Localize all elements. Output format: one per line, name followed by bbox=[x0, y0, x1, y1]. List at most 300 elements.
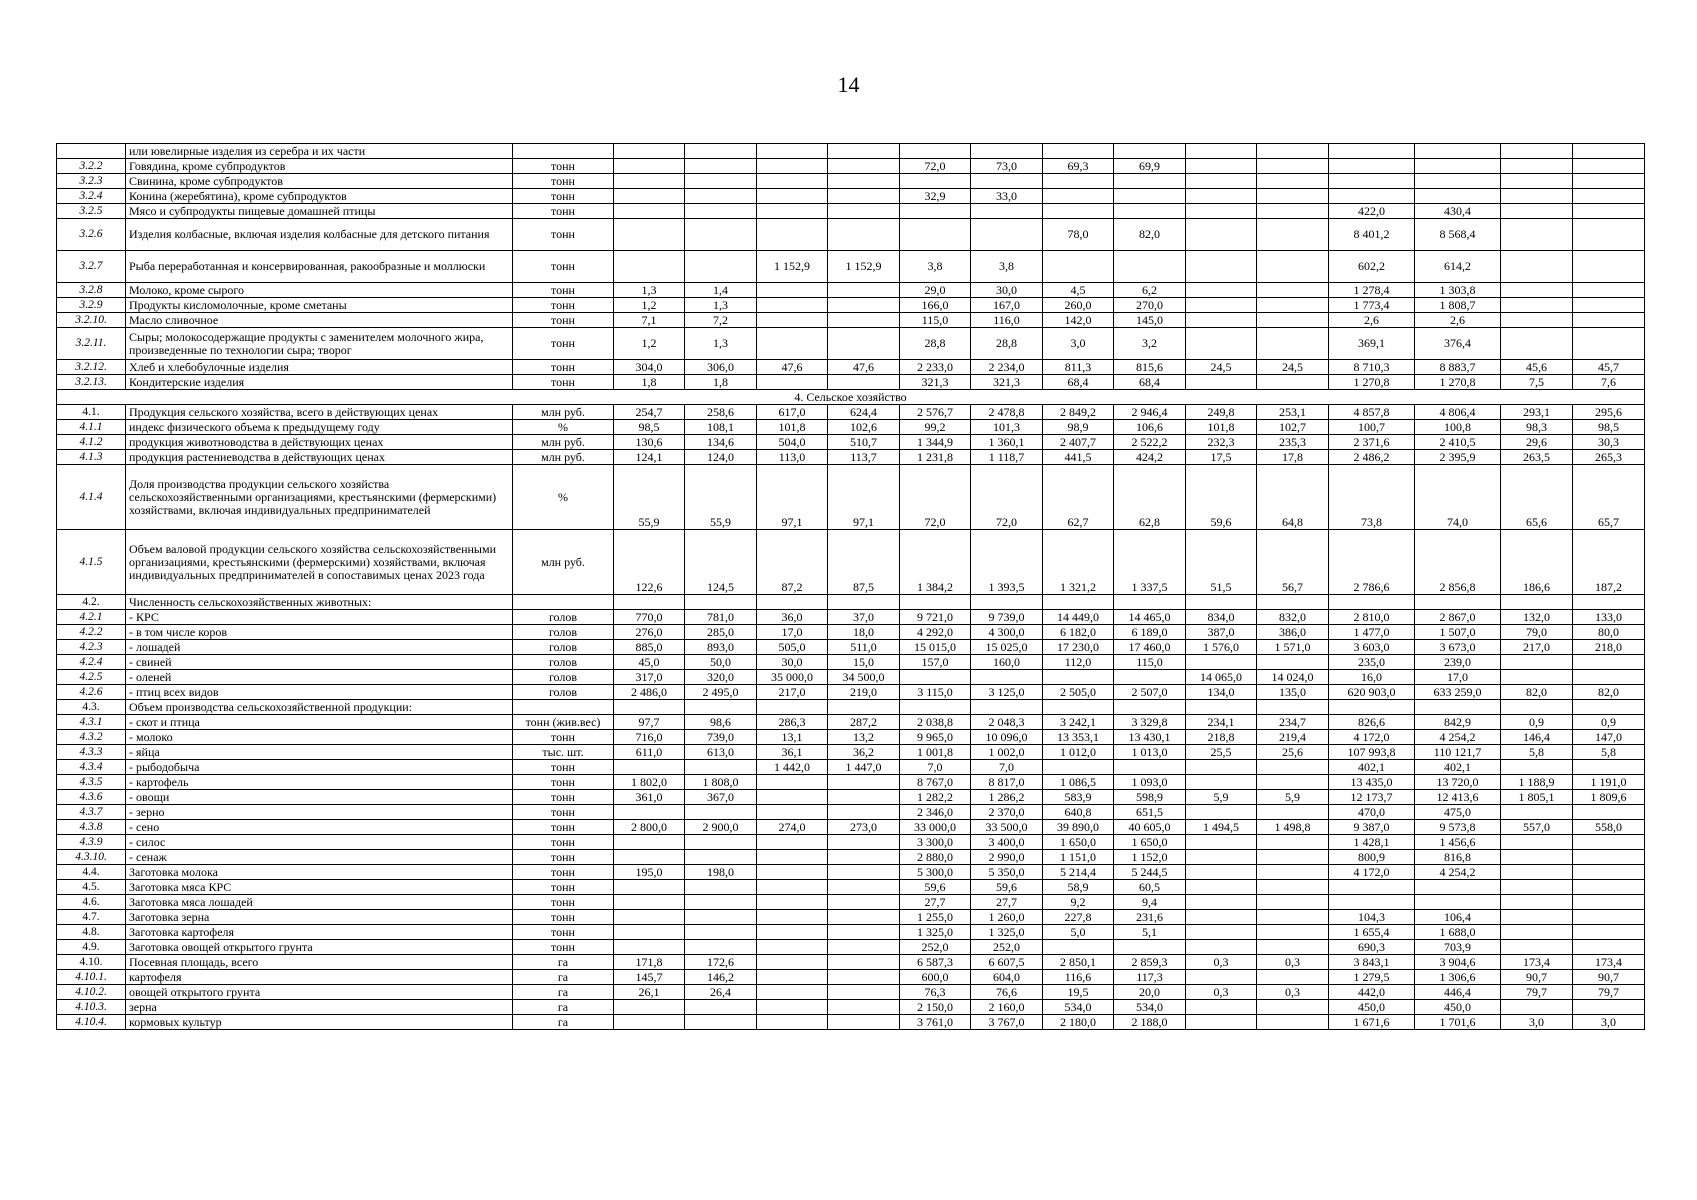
table-row bbox=[57, 685, 1645, 700]
value-cell: 1 231,8 bbox=[900, 450, 971, 465]
value-cell: 0,3 bbox=[1257, 985, 1329, 1000]
value-cell: 4 254,2 bbox=[1415, 865, 1501, 880]
value-cell: 9,2 bbox=[1043, 895, 1114, 910]
value-cell: 1 393,5 bbox=[971, 530, 1043, 595]
row-number: 4.1. bbox=[57, 405, 126, 420]
value-cell: 12 173,7 bbox=[1329, 790, 1415, 805]
value-cell: 87,5 bbox=[828, 530, 900, 595]
value-cell bbox=[1501, 700, 1573, 715]
table-row bbox=[57, 435, 1645, 450]
value-cell: 130,6 bbox=[614, 435, 685, 450]
value-cell: 2 810,0 bbox=[1329, 610, 1415, 625]
value-cell bbox=[1573, 144, 1645, 159]
value-cell: 3 603,0 bbox=[1329, 640, 1415, 655]
value-cell: 98,3 bbox=[1501, 420, 1573, 435]
value-cell: 72,0 bbox=[971, 465, 1043, 530]
value-cell: 219,4 bbox=[1257, 730, 1329, 745]
row-number: 4.1.2 bbox=[57, 435, 126, 450]
value-cell bbox=[757, 805, 828, 820]
value-cell bbox=[1257, 775, 1329, 790]
value-cell: 273,0 bbox=[828, 820, 900, 835]
value-cell bbox=[1415, 895, 1501, 910]
unit-cell: тонн bbox=[513, 940, 614, 955]
value-cell: 511,0 bbox=[828, 640, 900, 655]
value-cell bbox=[1257, 298, 1329, 313]
row-number: 4.3.6 bbox=[57, 790, 126, 805]
value-cell bbox=[1257, 880, 1329, 895]
value-cell bbox=[1043, 204, 1114, 219]
value-cell bbox=[1257, 655, 1329, 670]
unit-cell: голов bbox=[513, 625, 614, 640]
value-cell bbox=[1043, 760, 1114, 775]
value-cell bbox=[1501, 159, 1573, 174]
value-cell bbox=[614, 700, 685, 715]
value-cell: 15,0 bbox=[828, 655, 900, 670]
value-cell: 35 000,0 bbox=[757, 670, 828, 685]
value-cell: 167,0 bbox=[971, 298, 1043, 313]
table-row bbox=[57, 790, 1645, 805]
value-cell bbox=[828, 204, 900, 219]
value-cell: 30,0 bbox=[757, 655, 828, 670]
value-cell: 50,0 bbox=[685, 655, 757, 670]
indicator-name: Мясо и субпродукты пищевые домашней птицы bbox=[126, 204, 513, 219]
value-cell: 770,0 bbox=[614, 610, 685, 625]
value-cell: 6,2 bbox=[1114, 283, 1186, 298]
value-cell: 12 413,6 bbox=[1415, 790, 1501, 805]
value-cell: 624,4 bbox=[828, 405, 900, 420]
value-cell bbox=[757, 283, 828, 298]
value-cell: 1 808,0 bbox=[685, 775, 757, 790]
value-cell: 1 688,0 bbox=[1415, 925, 1501, 940]
value-cell bbox=[685, 895, 757, 910]
value-cell: 320,0 bbox=[685, 670, 757, 685]
value-cell: 147,0 bbox=[1573, 730, 1645, 745]
value-cell: 124,0 bbox=[685, 450, 757, 465]
value-cell: 0,9 bbox=[1573, 715, 1645, 730]
value-cell: 0,3 bbox=[1257, 955, 1329, 970]
value-cell bbox=[1501, 940, 1573, 955]
indicator-name: зерна bbox=[126, 1000, 513, 1015]
value-cell bbox=[1257, 144, 1329, 159]
value-cell bbox=[1257, 159, 1329, 174]
indicator-name: продукция животноводства в действующих ценах bbox=[126, 435, 513, 450]
value-cell: 5 300,0 bbox=[900, 865, 971, 880]
unit-cell: тонн bbox=[513, 880, 614, 895]
value-cell bbox=[1501, 204, 1573, 219]
value-cell: 1 809,6 bbox=[1573, 790, 1645, 805]
value-cell: 30,3 bbox=[1573, 435, 1645, 450]
value-cell: 217,0 bbox=[757, 685, 828, 700]
value-cell: 101,3 bbox=[971, 420, 1043, 435]
value-cell: 13 435,0 bbox=[1329, 775, 1415, 790]
row-number: 4.2. bbox=[57, 595, 126, 610]
value-cell: 29,6 bbox=[1501, 435, 1573, 450]
value-cell: 600,0 bbox=[900, 970, 971, 985]
value-cell: 367,0 bbox=[685, 790, 757, 805]
unit-cell: тонн bbox=[513, 895, 614, 910]
indicator-name: - овощи bbox=[126, 790, 513, 805]
value-cell: 1 002,0 bbox=[971, 745, 1043, 760]
value-cell: 39 890,0 bbox=[1043, 820, 1114, 835]
value-cell bbox=[1257, 760, 1329, 775]
row-number: 4.2.1 bbox=[57, 610, 126, 625]
value-cell bbox=[1573, 655, 1645, 670]
value-cell: 24,5 bbox=[1186, 360, 1257, 375]
value-cell: 235,0 bbox=[1329, 655, 1415, 670]
value-cell: 87,2 bbox=[757, 530, 828, 595]
value-cell: 1 013,0 bbox=[1114, 745, 1186, 760]
value-cell: 98,5 bbox=[614, 420, 685, 435]
value-cell: 1 442,0 bbox=[757, 760, 828, 775]
value-cell bbox=[828, 835, 900, 850]
table-row bbox=[57, 835, 1645, 850]
value-cell: 1 671,6 bbox=[1329, 1015, 1415, 1030]
indicator-name: Говядина, кроме субпродуктов bbox=[126, 159, 513, 174]
value-cell bbox=[685, 940, 757, 955]
value-cell: 239,0 bbox=[1415, 655, 1501, 670]
value-cell: 1 650,0 bbox=[1114, 835, 1186, 850]
value-cell: 832,0 bbox=[1257, 610, 1329, 625]
value-cell bbox=[971, 595, 1043, 610]
value-cell: 1 001,8 bbox=[900, 745, 971, 760]
value-cell: 135,0 bbox=[1257, 685, 1329, 700]
value-cell: 3 673,0 bbox=[1415, 640, 1501, 655]
value-cell: 124,5 bbox=[685, 530, 757, 595]
value-cell: 3 125,0 bbox=[971, 685, 1043, 700]
value-cell: 33 500,0 bbox=[971, 820, 1043, 835]
value-cell: 3,0 bbox=[1501, 1015, 1573, 1030]
value-cell bbox=[1573, 283, 1645, 298]
value-cell: 79,0 bbox=[1501, 625, 1573, 640]
value-cell: 107 993,8 bbox=[1329, 745, 1415, 760]
value-cell: 1 576,0 bbox=[1186, 640, 1257, 655]
value-cell: 20,0 bbox=[1114, 985, 1186, 1000]
value-cell: 9 387,0 bbox=[1329, 820, 1415, 835]
value-cell: 56,7 bbox=[1257, 530, 1329, 595]
value-cell bbox=[1415, 189, 1501, 204]
indicator-name: - лошадей bbox=[126, 640, 513, 655]
value-cell: 51,5 bbox=[1186, 530, 1257, 595]
value-cell: 117,3 bbox=[1114, 970, 1186, 985]
value-cell bbox=[1186, 925, 1257, 940]
value-cell: 265,3 bbox=[1573, 450, 1645, 465]
table-row bbox=[57, 360, 1645, 375]
value-cell bbox=[1186, 760, 1257, 775]
value-cell bbox=[1415, 880, 1501, 895]
value-cell: 1 456,6 bbox=[1415, 835, 1501, 850]
unit-cell: тонн bbox=[513, 805, 614, 820]
value-cell: 7,1 bbox=[614, 313, 685, 328]
value-cell bbox=[1415, 159, 1501, 174]
value-cell: 10 096,0 bbox=[971, 730, 1043, 745]
table-row bbox=[57, 328, 1645, 360]
value-cell: 1 498,8 bbox=[1257, 820, 1329, 835]
value-cell bbox=[757, 298, 828, 313]
value-cell: 287,2 bbox=[828, 715, 900, 730]
value-cell bbox=[1573, 865, 1645, 880]
row-number: 3.2.8 bbox=[57, 283, 126, 298]
value-cell: 146,4 bbox=[1501, 730, 1573, 745]
unit-cell: га bbox=[513, 970, 614, 985]
value-cell: 1 344,9 bbox=[900, 435, 971, 450]
row-number: 4.5. bbox=[57, 880, 126, 895]
value-cell: 59,6 bbox=[971, 880, 1043, 895]
value-cell: 64,8 bbox=[1257, 465, 1329, 530]
value-cell: 218,8 bbox=[1186, 730, 1257, 745]
unit-cell: тонн bbox=[513, 313, 614, 328]
value-cell: 5,8 bbox=[1573, 745, 1645, 760]
value-cell bbox=[1329, 189, 1415, 204]
unit-cell: % bbox=[513, 420, 614, 435]
value-cell bbox=[971, 174, 1043, 189]
value-cell bbox=[1257, 219, 1329, 251]
value-cell: 78,0 bbox=[1043, 219, 1114, 251]
value-cell bbox=[614, 1015, 685, 1030]
table-row bbox=[57, 895, 1645, 910]
value-cell bbox=[1501, 144, 1573, 159]
value-cell: 304,0 bbox=[614, 360, 685, 375]
value-cell bbox=[757, 189, 828, 204]
value-cell: 1,8 bbox=[685, 375, 757, 390]
value-cell: 598,9 bbox=[1114, 790, 1186, 805]
value-cell bbox=[1186, 219, 1257, 251]
value-cell bbox=[1186, 298, 1257, 313]
table-row bbox=[57, 970, 1645, 985]
value-cell bbox=[900, 670, 971, 685]
value-cell: 611,0 bbox=[614, 745, 685, 760]
value-cell bbox=[1186, 700, 1257, 715]
row-number: 4.4. bbox=[57, 865, 126, 880]
value-cell: 1 012,0 bbox=[1043, 745, 1114, 760]
value-cell bbox=[757, 865, 828, 880]
value-cell bbox=[1043, 144, 1114, 159]
value-cell bbox=[1186, 283, 1257, 298]
value-cell bbox=[1415, 595, 1501, 610]
value-cell: 34 500,0 bbox=[828, 670, 900, 685]
value-cell bbox=[1573, 835, 1645, 850]
value-cell bbox=[757, 985, 828, 1000]
row-number: 4.1.4 bbox=[57, 465, 126, 530]
value-cell: 1 384,2 bbox=[900, 530, 971, 595]
value-cell bbox=[1114, 700, 1186, 715]
value-cell: 9 965,0 bbox=[900, 730, 971, 745]
value-cell bbox=[757, 850, 828, 865]
indicator-name: - оленей bbox=[126, 670, 513, 685]
value-cell: 1 325,0 bbox=[900, 925, 971, 940]
table-row bbox=[57, 715, 1645, 730]
unit-cell: голов bbox=[513, 655, 614, 670]
value-cell: 2 900,0 bbox=[685, 820, 757, 835]
value-cell: 113,0 bbox=[757, 450, 828, 465]
value-cell bbox=[1186, 204, 1257, 219]
value-cell: 8 401,2 bbox=[1329, 219, 1415, 251]
value-cell: 173,4 bbox=[1573, 955, 1645, 970]
value-cell: 2,6 bbox=[1415, 313, 1501, 328]
value-cell bbox=[1329, 144, 1415, 159]
value-cell bbox=[1501, 174, 1573, 189]
value-cell: 219,0 bbox=[828, 685, 900, 700]
value-cell: 505,0 bbox=[757, 640, 828, 655]
value-cell bbox=[1257, 895, 1329, 910]
value-cell: 3,0 bbox=[1573, 1015, 1645, 1030]
value-cell: 3 400,0 bbox=[971, 835, 1043, 850]
value-cell bbox=[1573, 204, 1645, 219]
value-cell: 2 407,7 bbox=[1043, 435, 1114, 450]
value-cell: 834,0 bbox=[1186, 610, 1257, 625]
value-cell bbox=[1573, 760, 1645, 775]
unit-cell: тонн bbox=[513, 865, 614, 880]
value-cell: 558,0 bbox=[1573, 820, 1645, 835]
value-cell bbox=[1257, 700, 1329, 715]
value-cell bbox=[1329, 174, 1415, 189]
value-cell bbox=[614, 940, 685, 955]
value-cell: 145,7 bbox=[614, 970, 685, 985]
value-cell bbox=[757, 775, 828, 790]
value-cell: 2 505,0 bbox=[1043, 685, 1114, 700]
value-cell bbox=[900, 174, 971, 189]
value-cell: 361,0 bbox=[614, 790, 685, 805]
row-number: 4.8. bbox=[57, 925, 126, 940]
value-cell: 37,0 bbox=[828, 610, 900, 625]
value-cell bbox=[1114, 940, 1186, 955]
value-cell: 2 859,3 bbox=[1114, 955, 1186, 970]
indicator-name: Продукты кисломолочные, кроме сметаны bbox=[126, 298, 513, 313]
value-cell: 633 259,0 bbox=[1415, 685, 1501, 700]
value-cell: 450,0 bbox=[1329, 1000, 1415, 1015]
value-cell: 3,8 bbox=[971, 251, 1043, 283]
value-cell: 1 282,2 bbox=[900, 790, 971, 805]
value-cell: 258,6 bbox=[685, 405, 757, 420]
value-cell: 110 121,7 bbox=[1415, 745, 1501, 760]
value-cell: 402,1 bbox=[1415, 760, 1501, 775]
value-cell: 47,6 bbox=[757, 360, 828, 375]
value-cell: 98,5 bbox=[1573, 420, 1645, 435]
unit-cell: голов bbox=[513, 670, 614, 685]
value-cell bbox=[757, 1000, 828, 1015]
indicator-name: Заготовка картофеля bbox=[126, 925, 513, 940]
value-cell bbox=[1043, 670, 1114, 685]
value-cell bbox=[757, 219, 828, 251]
value-cell: 4 172,0 bbox=[1329, 730, 1415, 745]
value-cell bbox=[1257, 189, 1329, 204]
value-cell bbox=[971, 204, 1043, 219]
value-cell bbox=[1329, 700, 1415, 715]
table-row bbox=[57, 955, 1645, 970]
unit-cell: голов bbox=[513, 610, 614, 625]
value-cell: 2 410,5 bbox=[1415, 435, 1501, 450]
value-cell: 195,0 bbox=[614, 865, 685, 880]
indicator-name: Свинина, кроме субпродуктов bbox=[126, 174, 513, 189]
value-cell bbox=[1501, 895, 1573, 910]
value-cell bbox=[614, 910, 685, 925]
value-cell: 133,0 bbox=[1573, 610, 1645, 625]
value-cell: 4 300,0 bbox=[971, 625, 1043, 640]
value-cell bbox=[828, 144, 900, 159]
value-cell bbox=[1114, 189, 1186, 204]
value-cell: 14 465,0 bbox=[1114, 610, 1186, 625]
value-cell: 98,9 bbox=[1043, 420, 1114, 435]
value-cell: 252,0 bbox=[971, 940, 1043, 955]
value-cell: 739,0 bbox=[685, 730, 757, 745]
value-cell bbox=[1186, 895, 1257, 910]
value-cell: 2 786,6 bbox=[1329, 530, 1415, 595]
value-cell bbox=[1329, 895, 1415, 910]
unit-cell bbox=[513, 595, 614, 610]
value-cell bbox=[828, 985, 900, 1000]
value-cell bbox=[1257, 910, 1329, 925]
value-cell bbox=[1501, 760, 1573, 775]
value-cell: 4 172,0 bbox=[1329, 865, 1415, 880]
value-cell: 58,9 bbox=[1043, 880, 1114, 895]
table-row bbox=[57, 940, 1645, 955]
value-cell: 8 767,0 bbox=[900, 775, 971, 790]
unit-cell: тонн bbox=[513, 251, 614, 283]
value-cell bbox=[828, 970, 900, 985]
value-cell: 800,9 bbox=[1329, 850, 1415, 865]
value-cell bbox=[828, 775, 900, 790]
value-cell bbox=[1415, 700, 1501, 715]
value-cell: 2 346,0 bbox=[900, 805, 971, 820]
row-number bbox=[57, 144, 126, 159]
value-cell bbox=[1573, 298, 1645, 313]
value-cell: 475,0 bbox=[1415, 805, 1501, 820]
value-cell bbox=[1186, 775, 1257, 790]
value-cell: 17,0 bbox=[1415, 670, 1501, 685]
value-cell: 2 160,0 bbox=[971, 1000, 1043, 1015]
value-cell: 62,7 bbox=[1043, 465, 1114, 530]
value-cell: 1 494,5 bbox=[1186, 820, 1257, 835]
row-number: 3.2.11. bbox=[57, 328, 126, 360]
row-number: 4.9. bbox=[57, 940, 126, 955]
value-cell: 3 329,8 bbox=[1114, 715, 1186, 730]
value-cell: 100,8 bbox=[1415, 420, 1501, 435]
value-cell bbox=[685, 595, 757, 610]
value-cell bbox=[1186, 313, 1257, 328]
value-cell: 1 278,4 bbox=[1329, 283, 1415, 298]
value-cell: 13,1 bbox=[757, 730, 828, 745]
value-cell: 5,9 bbox=[1257, 790, 1329, 805]
value-cell: 33,0 bbox=[971, 189, 1043, 204]
value-cell: 72,0 bbox=[900, 465, 971, 530]
value-cell: 826,6 bbox=[1329, 715, 1415, 730]
table-row bbox=[57, 189, 1645, 204]
value-cell: 76,3 bbox=[900, 985, 971, 1000]
value-cell bbox=[1501, 655, 1573, 670]
value-cell: 602,2 bbox=[1329, 251, 1415, 283]
value-cell: 276,0 bbox=[614, 625, 685, 640]
value-cell: 59,6 bbox=[1186, 465, 1257, 530]
value-cell bbox=[828, 328, 900, 360]
value-cell: 557,0 bbox=[1501, 820, 1573, 835]
value-cell bbox=[685, 204, 757, 219]
value-cell bbox=[1257, 174, 1329, 189]
value-cell: 9 739,0 bbox=[971, 610, 1043, 625]
indicator-name: овощей открытого грунта bbox=[126, 985, 513, 1000]
value-cell: 0,3 bbox=[1186, 985, 1257, 1000]
value-cell: 7,6 bbox=[1573, 375, 1645, 390]
value-cell: 17 230,0 bbox=[1043, 640, 1114, 655]
value-cell bbox=[1114, 204, 1186, 219]
value-cell: 321,3 bbox=[900, 375, 971, 390]
value-cell: 8 817,0 bbox=[971, 775, 1043, 790]
indicator-name: - сенаж bbox=[126, 850, 513, 865]
value-cell bbox=[1501, 283, 1573, 298]
value-cell: 232,3 bbox=[1186, 435, 1257, 450]
value-cell: 59,6 bbox=[900, 880, 971, 895]
value-cell: 1 802,0 bbox=[614, 775, 685, 790]
value-cell bbox=[828, 850, 900, 865]
value-cell: 72,0 bbox=[900, 159, 971, 174]
